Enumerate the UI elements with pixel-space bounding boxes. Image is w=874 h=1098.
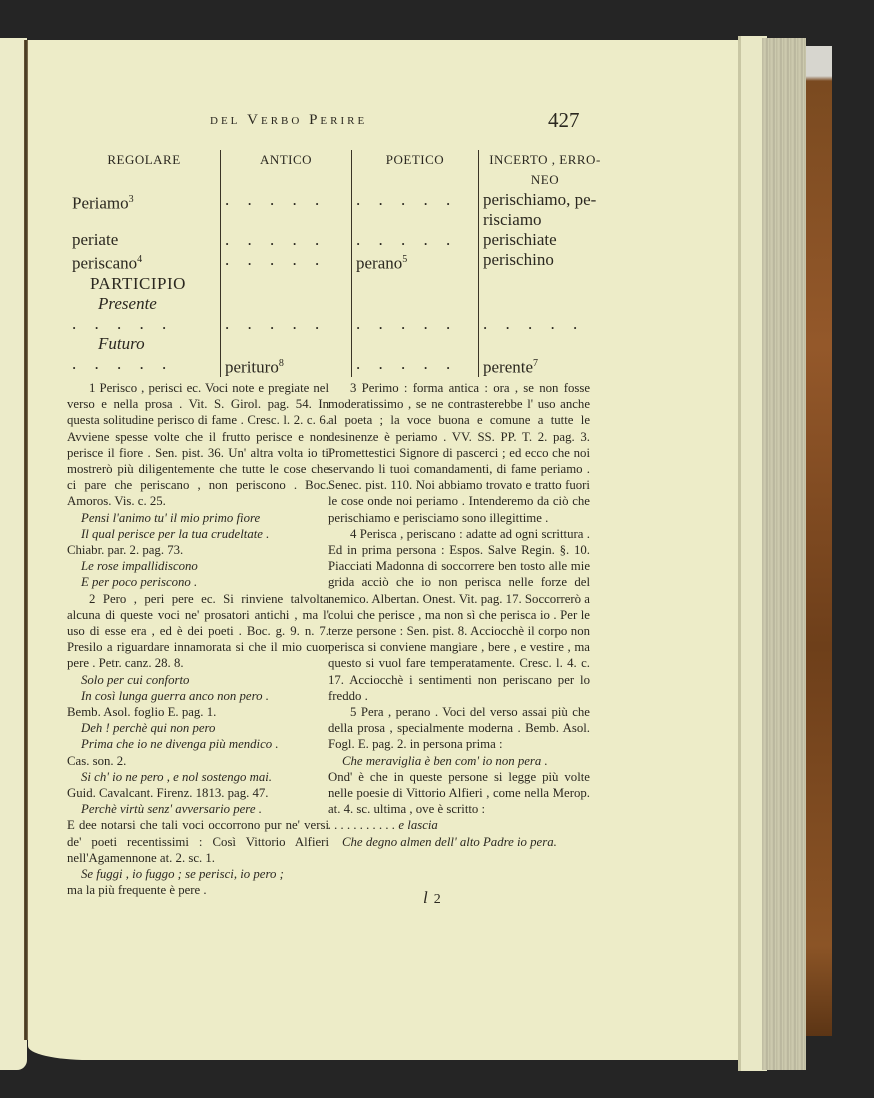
table-cell: . . . . . bbox=[72, 353, 174, 373]
note-paragraph: E dee notarsi che tali voci occorrono pur ne' versi de' poeti recentissimi : Così Vittorio Alfieri nell'Agamennone at. 2. sc. 1. bbox=[67, 818, 329, 865]
cell-text: perano bbox=[356, 253, 403, 273]
table-row bbox=[68, 294, 611, 314]
verse-line: Deh ! perchè qui non pero bbox=[81, 721, 216, 736]
running-header bbox=[210, 112, 367, 129]
book-cover-edge bbox=[806, 46, 832, 1036]
footnote-ref: 8 bbox=[278, 357, 284, 369]
table-cell bbox=[68, 250, 221, 274]
presente-label: Presente bbox=[98, 293, 157, 313]
note-paragraph: ma la più frequente è pere . bbox=[67, 883, 207, 898]
cell-text: perituro bbox=[225, 357, 279, 377]
table-cell: . . . . . bbox=[352, 354, 479, 378]
verse-line: . . . . . . . . . . . e lascia bbox=[328, 818, 438, 833]
citation: Chiabr. par. 2. pag. 73. bbox=[67, 543, 184, 558]
page-block-edge bbox=[762, 38, 806, 1070]
verse-line: Che degno almen dell' alto Padre io pera. bbox=[342, 834, 557, 849]
verse-line: Il qual perisce per la tua crudeltate . bbox=[81, 526, 270, 541]
verse-line: Solo per cui conforto bbox=[81, 672, 190, 687]
signature-mark bbox=[423, 888, 441, 908]
verse-line: Che meraviglia è ben com' io non pera . bbox=[342, 753, 548, 768]
header-word: Perire bbox=[309, 112, 368, 128]
note-paragraph: Ond' è che in queste persone si legge più volte nelle poesie di Vittorio Alfieri , come nella Merop. at. 4. sc. ultima , ove è scritto : bbox=[328, 769, 590, 817]
table-row bbox=[68, 314, 611, 334]
facing-page-edge bbox=[0, 38, 27, 1070]
table-cell: . . . . . bbox=[221, 250, 352, 274]
table-cell: perischino bbox=[479, 250, 612, 274]
verse-line: Prima che io ne divenga più mendico . bbox=[81, 737, 279, 752]
table-header-row bbox=[68, 150, 611, 190]
citation: Cas. son. 2. bbox=[67, 753, 127, 768]
verse-line: Pensi l'animo tu' il mio primo fiore bbox=[81, 510, 261, 525]
table-cell: . . . . . bbox=[221, 314, 352, 334]
footnote-ref: 5 bbox=[402, 254, 408, 265]
table-row bbox=[68, 250, 611, 274]
table-cell: . . . . . bbox=[221, 190, 352, 230]
footnote-ref: 7 bbox=[533, 357, 539, 369]
citation: Guid. Cavalcant. Firenz. 1813. pag. 47. bbox=[67, 786, 269, 801]
signature-number: 2 bbox=[433, 892, 441, 907]
footnote-2: 2 Pero , peri pere ec. Si rinviene talvolta alcuna di queste voci ne' prosatori antichi , ma l' uso di esse era , ed è dei poeti . Boc. g. 9. n. 7. Presilo a riguardare innamorata si che il mio cuor pere . Petr. canz. 28. 8. bbox=[67, 591, 329, 671]
verse-line: Le rose impallidiscono bbox=[81, 559, 198, 574]
table-cell bbox=[352, 250, 479, 274]
footnotes-right-column bbox=[328, 380, 590, 850]
signature-letter: l bbox=[423, 888, 428, 907]
column-header: ANTICO bbox=[221, 150, 352, 190]
table-cell: . . . . . bbox=[352, 190, 479, 230]
table-cell bbox=[68, 190, 221, 230]
table-cell: periate bbox=[72, 230, 119, 249]
footnote-ref: 3 bbox=[128, 194, 134, 205]
participio-label: PARTICIPIO bbox=[90, 273, 186, 293]
footnote-ref: 4 bbox=[137, 254, 143, 265]
futuro-label: Futuro bbox=[98, 333, 145, 353]
cell-text: periscano bbox=[72, 253, 138, 273]
verse-line: In così lunga guerra anco non pero . bbox=[81, 688, 269, 703]
cell-text: perente bbox=[483, 357, 534, 377]
column-header: REGOLARE bbox=[107, 152, 181, 167]
header-word: Verbo bbox=[247, 112, 303, 128]
table-cell: perischiate bbox=[479, 230, 612, 250]
table-cell bbox=[221, 354, 352, 378]
footnote-1: 1 Perisco , perisci ec. Voci note e pregiate nel verso e nella prosa . Vit. S. Girol. pag. 54. In questa solitudine perisco di fame . Cresc. l. 2. c. 6. Avviene spesse volte che il frutto perisce e non perisce il fiore . Sen. pist. 36. Un' altra volta io ti mostrerò più diligentemente che tutte le cose che ci pare che periscano , non periscono . Boc. Amoros. Vis. c. 25. bbox=[67, 381, 329, 509]
column-header: POETICO bbox=[352, 150, 479, 190]
column-header: INCERTO , ERRO-NEO bbox=[479, 150, 612, 190]
page-number: 427 bbox=[548, 108, 580, 132]
footnote-3: 3 Perimo : forma antica : ora , se non fosse moderatissimo , se ne contrasterebbe l' uso anche al poeta ; la voce buona e comune a tutte le desinenze è periamo . VV. SS. PP. T. 2. pag. 3. Promettestici Signore di pascerci ; ed ecco che noi servando li tuoi comandamenti, di fame periamo . Senec. pist. 110. Noi abbiamo trovato e tratto fuori le cose onde noi periamo . Intenderemo da ciò che perischiamo e perisciamo sono illegittime . bbox=[328, 381, 590, 525]
verse-line: Se fuggi , io fuggo ; se perisci, io pero ; bbox=[81, 867, 284, 882]
table-row bbox=[68, 334, 611, 354]
verse-line: Perchè virtù senz' avversario pere . bbox=[81, 802, 262, 817]
table-cell: . . . . . bbox=[479, 314, 612, 334]
footnote-4: 4 Perisca , periscano : adatte ad ogni scrittura . Ed in prima persona : Espos. Salve Regin. §. 10. Piacciati Madonna di soccorrere ben tosto alle mie grida acciò che io non perisca nelle forze del nemico. Albertan. Onest. Vit. pag. 17. Soccorrerò a colui che perisce , ma non sì che perisca io . Per le terze persone : Sen. pist. 8. Acciocchè il corpo non perisca si conviene mangiare , bere , e vestire , ma questo si vuol fare temperatamente. Cresc. l. 4. c. 17. Acciocchè i sentimenti non periscano per lo freddo . bbox=[328, 526, 590, 703]
table-row bbox=[68, 354, 611, 378]
table-cell: . . . . . bbox=[72, 313, 174, 333]
citation: Bemb. Asol. foglio E. pag. 1. bbox=[67, 705, 217, 720]
verse-line: E per poco periscono . bbox=[81, 575, 198, 590]
verse-line: Si ch' io ne pero , e nol sostengo mai. bbox=[81, 769, 272, 784]
table-row bbox=[68, 230, 611, 250]
table-cell: . . . . . bbox=[352, 230, 479, 250]
footnotes-left-column bbox=[67, 380, 329, 899]
table-row bbox=[68, 274, 611, 294]
table-cell: . . . . . bbox=[352, 314, 479, 334]
footnote-5: 5 Pera , perano . Voci del verso assai più che della prosa , specialmente moderna . Bemb. Asol. Fogl. E. pag. 2. in persona prima : bbox=[328, 705, 590, 752]
table-cell: . . . . . bbox=[221, 230, 352, 250]
conjugation-table bbox=[68, 150, 611, 377]
cell-text: Periamo bbox=[72, 193, 129, 213]
header-word: del bbox=[210, 112, 241, 128]
table-cell bbox=[479, 354, 612, 378]
table-row bbox=[68, 190, 611, 230]
table-cell: perischiamo, pe-risciamo bbox=[479, 190, 612, 230]
